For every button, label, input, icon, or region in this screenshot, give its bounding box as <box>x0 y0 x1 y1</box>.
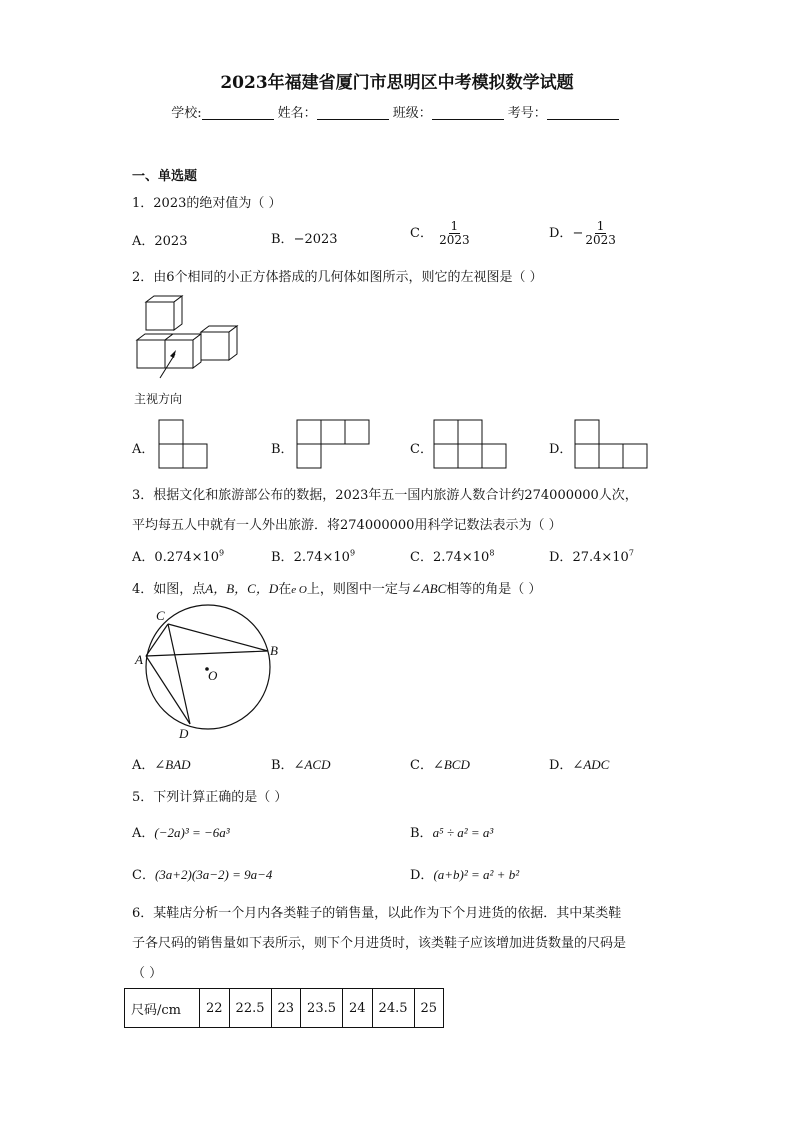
exam-no-blank[interactable] <box>547 105 619 120</box>
fraction: $\frac{1}{2023}$ <box>585 219 616 247</box>
q2-option-c[interactable]: C． <box>410 442 433 457</box>
school-label: 学校: <box>171 106 202 121</box>
school-blank[interactable] <box>202 105 274 120</box>
q5-option-c[interactable]: C．(3a+2)(3a−2) = 9a−4 <box>132 867 273 883</box>
table-cell: 23 <box>271 989 301 1028</box>
table-header-cell: 尺码/cm <box>125 989 200 1028</box>
circle-figure <box>0 0 1 1</box>
q4-option-b[interactable]: B．∠ACD <box>271 757 331 773</box>
q2-option-b[interactable]: B． <box>271 442 294 457</box>
q4-option-d[interactable]: D．∠ADC <box>549 757 610 773</box>
q3-option-a[interactable]: A．$0.274\times 10^9$ <box>132 548 225 565</box>
q1-option-a[interactable]: A．2023 <box>132 234 188 249</box>
table-cell: 24.5 <box>372 989 414 1028</box>
class-blank[interactable] <box>432 105 504 120</box>
q6-stem-line3: （ ） <box>132 966 163 981</box>
q4-stem: 4．如图，点A，B，C，D在e O上，则图中一定与∠ABC相等的角是（ ） <box>132 581 542 597</box>
q3-stem-line1: 3．根据文化和旅游部公布的数据，2023年五一国内旅游人数合计约274000000人次， <box>132 488 638 503</box>
table-cell: 25 <box>414 989 444 1028</box>
point-c-label: C <box>156 608 165 623</box>
student-info-line <box>0 102 794 121</box>
exam-no-label: 考号： <box>507 106 547 121</box>
page-title: 2023年福建省厦门市思明区中考模拟数学试题 <box>220 73 574 93</box>
table-cell: 22.5 <box>229 989 271 1028</box>
q5-option-d[interactable]: D．(a+b)² = a² + b² <box>410 867 520 883</box>
q4-option-c[interactable]: C．∠BCD <box>410 757 470 773</box>
q5-option-b[interactable]: B．a⁵ ÷ a² = a³ <box>410 825 494 841</box>
section-title: 一、单选题 <box>132 169 198 184</box>
q2-stem: 2．由6个相同的小正方体搭成的几何体如图所示，则它的左视图是（ ） <box>132 270 543 285</box>
q5-stem: 5．下列计算正确的是（ ） <box>132 790 288 805</box>
name-label: 姓名： <box>277 106 317 121</box>
q2-option-d[interactable]: D． <box>549 442 573 457</box>
table-cell: 23.5 <box>301 989 343 1028</box>
q6-stem-line2: 子各尺码的销售量如下表所示，则下个月进货时，该类鞋子应该增加进货数量的尺码是 <box>132 936 627 951</box>
q6-stem-line1: 6．某鞋店分析一个月内各类鞋子的销售量，以此作为下个月进货的依据．其中某类鞋 <box>132 906 622 921</box>
name-blank[interactable] <box>317 105 389 120</box>
point-d-label: D <box>179 726 189 741</box>
table-row <box>125 989 444 1028</box>
view-direction-label: 主视方向 <box>134 392 183 406</box>
fraction: $\frac{1}{2023}$ <box>439 219 470 247</box>
q1-option-c[interactable]: C． $\frac{1}{2023}$ <box>410 219 470 247</box>
q4-option-a[interactable]: A．∠BAD <box>132 757 191 773</box>
size-table <box>124 988 444 1028</box>
table-cell: 22 <box>200 989 230 1028</box>
q5-option-a[interactable]: A．(−2a)³ = −6a³ <box>132 825 230 841</box>
q3-stem-line2: 平均每五人中就有一人外出旅游．将274000000用科学记数法表示为（ ） <box>132 518 562 533</box>
q1-option-d[interactable]: D．− $\frac{1}{2023}$ <box>549 219 616 247</box>
q3-option-b[interactable]: B．$2.74\times 10^9$ <box>271 548 356 565</box>
q1-stem: 1．2023的绝对值为（ ） <box>132 196 282 211</box>
q1-option-b[interactable]: B．−2023 <box>271 232 338 247</box>
point-b-label: B <box>270 643 278 658</box>
q3-option-d[interactable]: D．$27.4\times 10^7$ <box>549 548 634 565</box>
class-label: 班级： <box>392 106 432 121</box>
table-cell: 24 <box>343 989 373 1028</box>
q3-option-c[interactable]: C．$2.74\times 10^8$ <box>410 548 495 565</box>
point-a-label: A <box>135 652 143 667</box>
point-o-label: O <box>208 668 218 683</box>
q2-option-a[interactable]: A． <box>132 442 155 457</box>
